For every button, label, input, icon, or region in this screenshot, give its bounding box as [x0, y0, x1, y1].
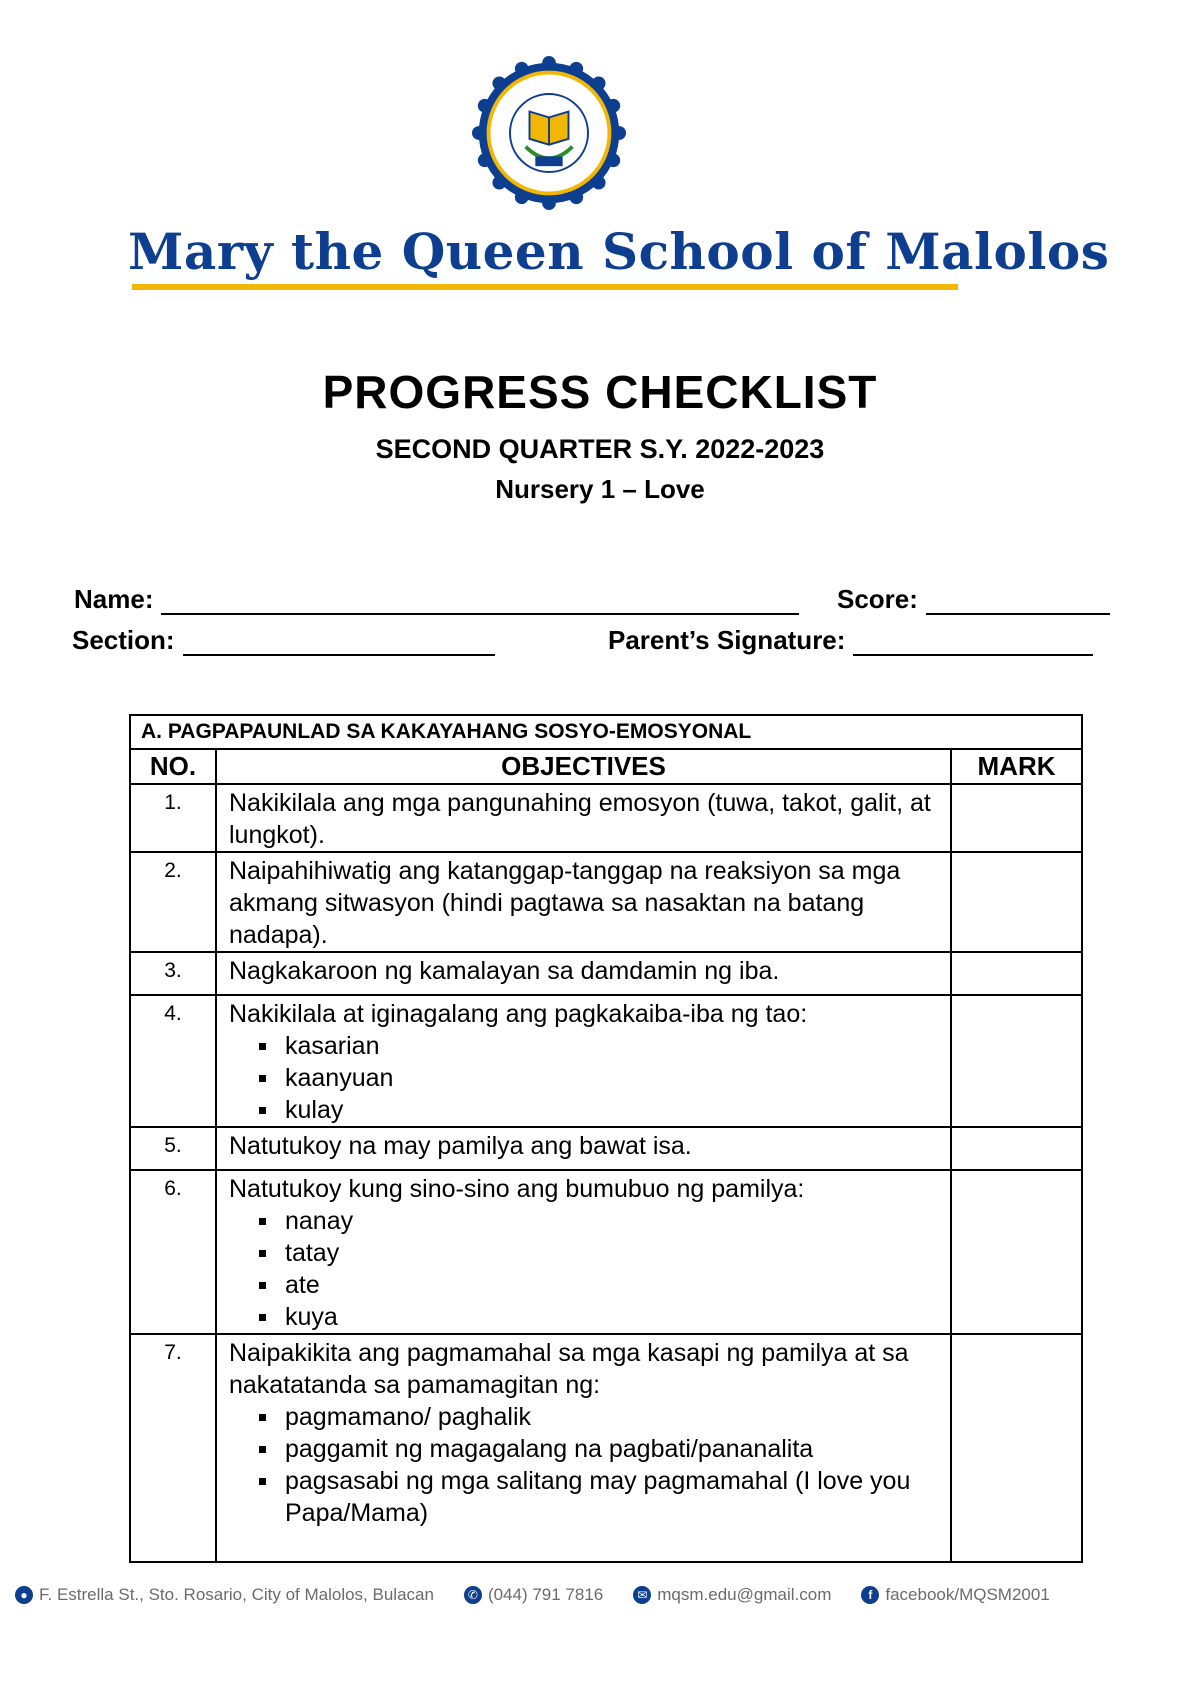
row-number: 1.	[130, 784, 216, 852]
table-section-title: A. PAGPAPAUNLAD SA KAKAYAHANG SOSYO-EMOSYONAL	[130, 715, 1082, 749]
email-text[interactable]: mqsm.edu@gmail.com	[657, 1585, 832, 1604]
address-text: F. Estrella St., Sto. Rosario, City of Malolos, Bulacan	[39, 1585, 434, 1604]
row-objective	[216, 1170, 951, 1334]
school-name-underline	[132, 284, 958, 290]
table-row	[130, 784, 1082, 852]
signature-label: Parent’s Signature:	[608, 625, 846, 655]
header-objectives: OBJECTIVES	[216, 749, 951, 784]
class-name: Nursery 1 – Love	[495, 474, 705, 504]
row-number: 7.	[130, 1334, 216, 1562]
table-header-row	[130, 749, 1082, 784]
footer-email	[633, 1585, 831, 1605]
footer-facebook	[861, 1585, 1049, 1605]
bullet-item: kulay	[285, 1094, 938, 1126]
objective-text: Naipakikita ang pagmamahal sa mga kasapi ng pamilya at sa nakatatanda sa pamamagitan ng:	[229, 1339, 909, 1399]
row-number: 4.	[130, 995, 216, 1127]
bullet-item: kaanyuan	[285, 1062, 938, 1094]
row-number: 5.	[130, 1127, 216, 1170]
table-row	[130, 852, 1082, 952]
bullet-item: paggamit ng magagalang na pagbati/pananalita	[285, 1433, 938, 1465]
bullet-item: kuya	[285, 1301, 938, 1333]
bullet-item: nanay	[285, 1205, 938, 1237]
email-icon: ✉	[633, 1586, 651, 1604]
section-input-line[interactable]	[183, 632, 495, 656]
table-section-heading-row	[130, 715, 1082, 749]
header-mark: MARK	[951, 749, 1082, 784]
mark-cell[interactable]	[951, 852, 1082, 952]
checklist-table	[129, 714, 1083, 1563]
mark-cell[interactable]	[951, 1127, 1082, 1170]
document-subtitle: SECOND QUARTER S.Y. 2022-2023	[375, 434, 825, 464]
bullet-item: pagmamano/ paghalik	[285, 1401, 938, 1433]
table-row	[130, 952, 1082, 995]
name-field	[74, 584, 799, 615]
header-no: NO.	[130, 749, 216, 784]
section-field	[72, 625, 495, 656]
bullet-item: pagsasabi ng mga salitang may pagmamahal (I love you Papa/Mama)	[285, 1465, 938, 1529]
objective-bullet-list	[229, 1205, 938, 1333]
bullet-item: kasarian	[285, 1030, 938, 1062]
row-objective	[216, 852, 951, 952]
mark-cell[interactable]	[951, 1170, 1082, 1334]
bullet-item: tatay	[285, 1237, 938, 1269]
school-name-wordmark: Mary the Queen School of Malolos	[128, 222, 1110, 281]
row-objective	[216, 995, 951, 1127]
table-row	[130, 995, 1082, 1127]
location-pin-icon: ●	[15, 1586, 33, 1604]
facebook-icon: f	[861, 1586, 879, 1604]
school-seal-logo	[471, 55, 627, 211]
score-field	[837, 584, 1110, 615]
score-label: Score:	[837, 584, 918, 614]
objective-text: Nakikilala at iginagalang ang pagkakaiba-iba ng tao:	[229, 1000, 808, 1028]
name-label: Name:	[74, 584, 154, 614]
row-objective	[216, 952, 951, 995]
table-row	[130, 1170, 1082, 1334]
footer-address	[15, 1585, 434, 1605]
score-input-line[interactable]	[926, 591, 1110, 615]
row-number: 2.	[130, 852, 216, 952]
bullet-item: ate	[285, 1269, 938, 1301]
mark-cell[interactable]	[951, 995, 1082, 1127]
table-row	[130, 1334, 1082, 1562]
row-objective	[216, 784, 951, 852]
mark-cell[interactable]	[951, 952, 1082, 995]
section-label: Section:	[72, 625, 175, 655]
phone-text: (044) 791 7816	[487, 1585, 604, 1604]
objective-text: Nagkakaroon ng kamalayan sa damdamin ng iba.	[229, 957, 780, 985]
objective-text: Nakikilala ang mga pangunahing emosyon (tuwa, takot, galit, at lungkot).	[229, 789, 931, 849]
row-objective	[216, 1127, 951, 1170]
facebook-text[interactable]: facebook/MQSM2001	[885, 1585, 1050, 1604]
objective-text: Naipahihiwatig ang katanggap-tanggap na reaksiyon sa mga akmang sitwasyon (hindi pagtawa sa nasaktan na batang nadapa).	[229, 857, 901, 949]
mark-cell[interactable]	[951, 1334, 1082, 1562]
objective-text: Natutukoy na may pamilya ang bawat isa.	[229, 1132, 692, 1160]
objective-bullet-list	[229, 1401, 938, 1529]
row-number: 6.	[130, 1170, 216, 1334]
objective-bullet-list	[229, 1030, 938, 1126]
name-input-line[interactable]	[161, 591, 799, 615]
objective-text: Natutukoy kung sino-sino ang bumubuo ng pamilya:	[229, 1175, 805, 1203]
table-row	[130, 1127, 1082, 1170]
phone-icon: ✆	[464, 1586, 482, 1604]
footer-contact-bar	[15, 1580, 1185, 1610]
mark-cell[interactable]	[951, 784, 1082, 852]
footer-phone	[464, 1585, 603, 1605]
signature-input-line[interactable]	[853, 632, 1093, 656]
signature-field	[608, 625, 1093, 656]
document-title: PROGRESS CHECKLIST	[322, 366, 878, 418]
row-number: 3.	[130, 952, 216, 995]
row-objective	[216, 1334, 951, 1562]
